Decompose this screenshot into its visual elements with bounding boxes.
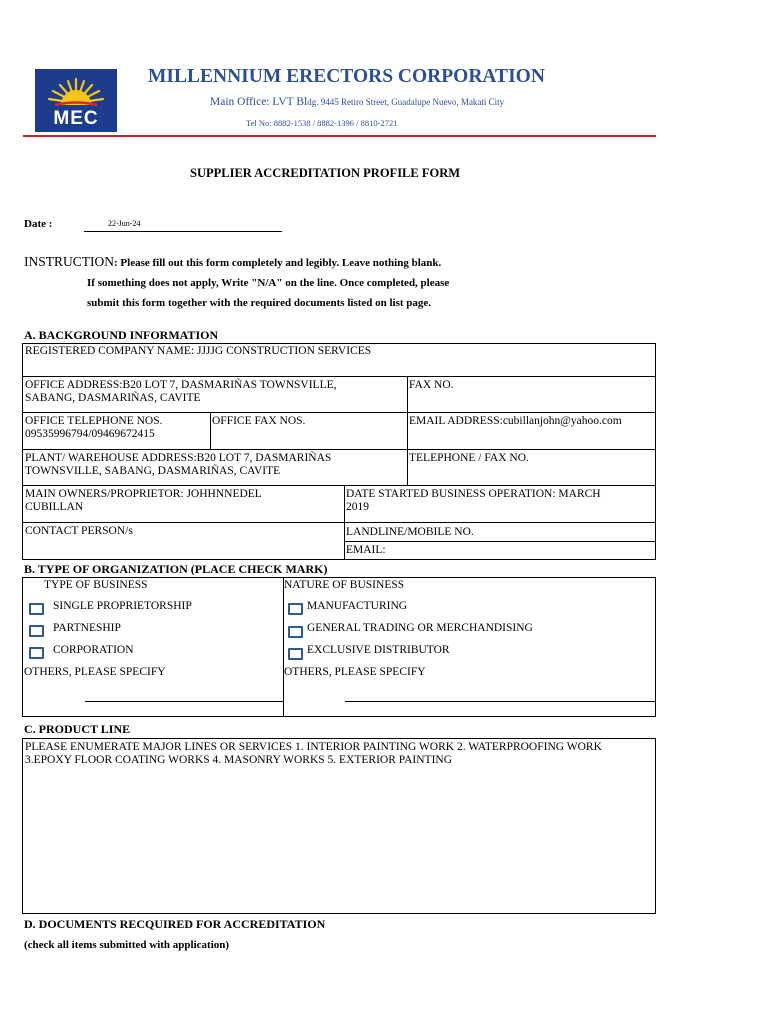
section-d-title: D. DOCUMENTS RECQUIRED FOR ACCREDITATION xyxy=(24,917,326,931)
office-address-line-1: OFFICE ADDRESS:B20 LOT 7, DASMARIÑAS TOWNSVILLE, xyxy=(25,379,337,391)
date-started-line-1: DATE STARTED BUSINESS OPERATION: MARCH xyxy=(346,488,601,500)
instruction-line-1 xyxy=(24,254,441,270)
office-suffix: dg. 9445 Retiro Street, Guadalupe Nuevo, Makati City xyxy=(307,97,505,107)
office-address-field[interactable] xyxy=(24,378,404,406)
section-d-note: (check all items submitted with application) xyxy=(24,939,230,951)
main-owners-line-2: CUBILLAN xyxy=(25,501,84,513)
single-proprietorship-label: SINGLE PROPRIETORSHIP xyxy=(53,600,192,612)
company-name-field[interactable]: REGISTERED COMPANY NAME: JJJJG CONSTRUCTION SERVICES xyxy=(25,345,372,357)
instruction-line-2: If something does not apply, Write "N/A" on the line. Once completed, please xyxy=(87,277,450,289)
office-telephone-value: 09535996794/09469672415 xyxy=(25,428,155,440)
product-line-text[interactable]: PLEASE ENUMERATE MAJOR LINES OR SERVICES 1. INTERIOR PAINTING WORK 2. WATERPROOFING WORK 3.EPOXY FLOOR COATING WORKS 4. MASONRY WORKS 5. EXTERIOR PAINTING xyxy=(25,741,602,766)
telephone-numbers: Tel No: 8882-1538 / 8882-1396 / 8810-2721 xyxy=(246,118,398,128)
general-trading-label: GENERAL TRADING OR MERCHANDISING xyxy=(307,622,533,634)
manufacturing-checkbox[interactable] xyxy=(288,603,303,615)
office-fax-field[interactable]: OFFICE FAX NOS. xyxy=(212,415,306,427)
others-specify-right-line[interactable] xyxy=(345,701,655,702)
nature-of-business-header: NATURE OF BUSINESS xyxy=(284,579,405,591)
fax-no-field[interactable]: FAX NO. xyxy=(409,379,454,391)
exclusive-distributor-label: EXCLUSIVE DISTRIBUTOR xyxy=(307,644,450,656)
type-of-business-header: TYPE OF BUSINESS xyxy=(44,579,148,591)
single-proprietorship-checkbox[interactable] xyxy=(29,603,44,615)
company-name: MILLENNIUM ERECTORS CORPORATION xyxy=(148,66,545,87)
manufacturing-label: MANUFACTURING xyxy=(307,600,408,612)
instruction-text-1: : Please fill out this form completely and legibly. Leave nothing blank. xyxy=(114,257,442,269)
main-owners-field[interactable] xyxy=(24,487,342,515)
others-specify-left-label: OTHERS, PLEASE SPECIFY xyxy=(24,666,166,678)
date-started-field[interactable] xyxy=(345,487,653,515)
plant-address-row xyxy=(22,449,656,486)
header-divider xyxy=(23,135,656,137)
product-line-box xyxy=(22,738,656,914)
divider xyxy=(23,522,655,523)
date-started-line-2: 2019 xyxy=(346,501,369,513)
main-owners-line-1: MAIN OWNERS/PROPRIETOR: JOHHNNEDEL xyxy=(25,488,262,500)
plant-address-line-2: TOWNSVILLE, SABANG, DASMARIÑAS, CAVITE xyxy=(25,465,281,477)
organization-type-box xyxy=(22,577,656,717)
office-address-row xyxy=(22,376,656,413)
office-telephone-label: OFFICE TELEPHONE NOS. xyxy=(25,415,163,427)
company-logo xyxy=(35,69,117,132)
landline-mobile-field[interactable]: LANDLINE/MOBILE NO. xyxy=(346,526,474,538)
office-address-line-2: SABANG, DASMARIÑAS, CAVITE xyxy=(25,392,201,404)
telephone-fax-field[interactable]: TELEPHONE / FAX NO. xyxy=(409,452,529,464)
telephone-row xyxy=(22,412,656,450)
owners-contact-block xyxy=(22,485,656,560)
form-title: SUPPLIER ACCREDITATION PROFILE FORM xyxy=(190,166,461,180)
divider xyxy=(344,541,655,542)
partnership-label: PARTNESHIP xyxy=(53,622,121,634)
section-a-title: A. BACKGROUND INFORMATION xyxy=(24,328,219,342)
logo-text: MEC xyxy=(53,108,99,129)
contact-person-field[interactable]: CONTACT PERSON/s xyxy=(25,525,133,537)
others-specify-right-label: OTHERS, PLEASE SPECIFY xyxy=(284,666,426,678)
general-trading-checkbox[interactable] xyxy=(288,626,303,638)
others-specify-left-line[interactable] xyxy=(85,701,283,702)
section-b-title: B. TYPE OF ORGANIZATION (PLACE CHECK MARK) xyxy=(24,562,328,576)
corporation-label: CORPORATION xyxy=(53,644,134,656)
partnership-checkbox[interactable] xyxy=(29,625,44,637)
office-address xyxy=(210,96,504,108)
office-telephone-field[interactable] xyxy=(24,414,208,442)
company-name-row xyxy=(22,343,656,377)
plant-address-field[interactable] xyxy=(24,451,404,479)
date-value[interactable]: 22-Jun-24 xyxy=(108,219,141,228)
instruction-line-3: submit this form together with the required documents listed on list page. xyxy=(87,297,432,309)
divider xyxy=(283,578,284,716)
date-label: Date : xyxy=(24,218,53,230)
email-address-field[interactable]: EMAIL ADDRESS:cubillanjohn@yahoo.com xyxy=(409,415,622,427)
email-field[interactable]: EMAIL: xyxy=(346,544,386,556)
instruction-lead: INSTRUCTION xyxy=(24,254,114,269)
section-c-title: C. PRODUCT LINE xyxy=(24,722,131,736)
plant-address-line-1: PLANT/ WAREHOUSE ADDRESS:B20 LOT 7, DASMARIÑAS xyxy=(25,452,332,464)
date-underline xyxy=(84,231,282,232)
exclusive-distributor-checkbox[interactable] xyxy=(288,648,303,660)
corporation-checkbox[interactable] xyxy=(29,647,44,659)
office-prefix: Main Office: LVT Bl xyxy=(210,96,308,108)
